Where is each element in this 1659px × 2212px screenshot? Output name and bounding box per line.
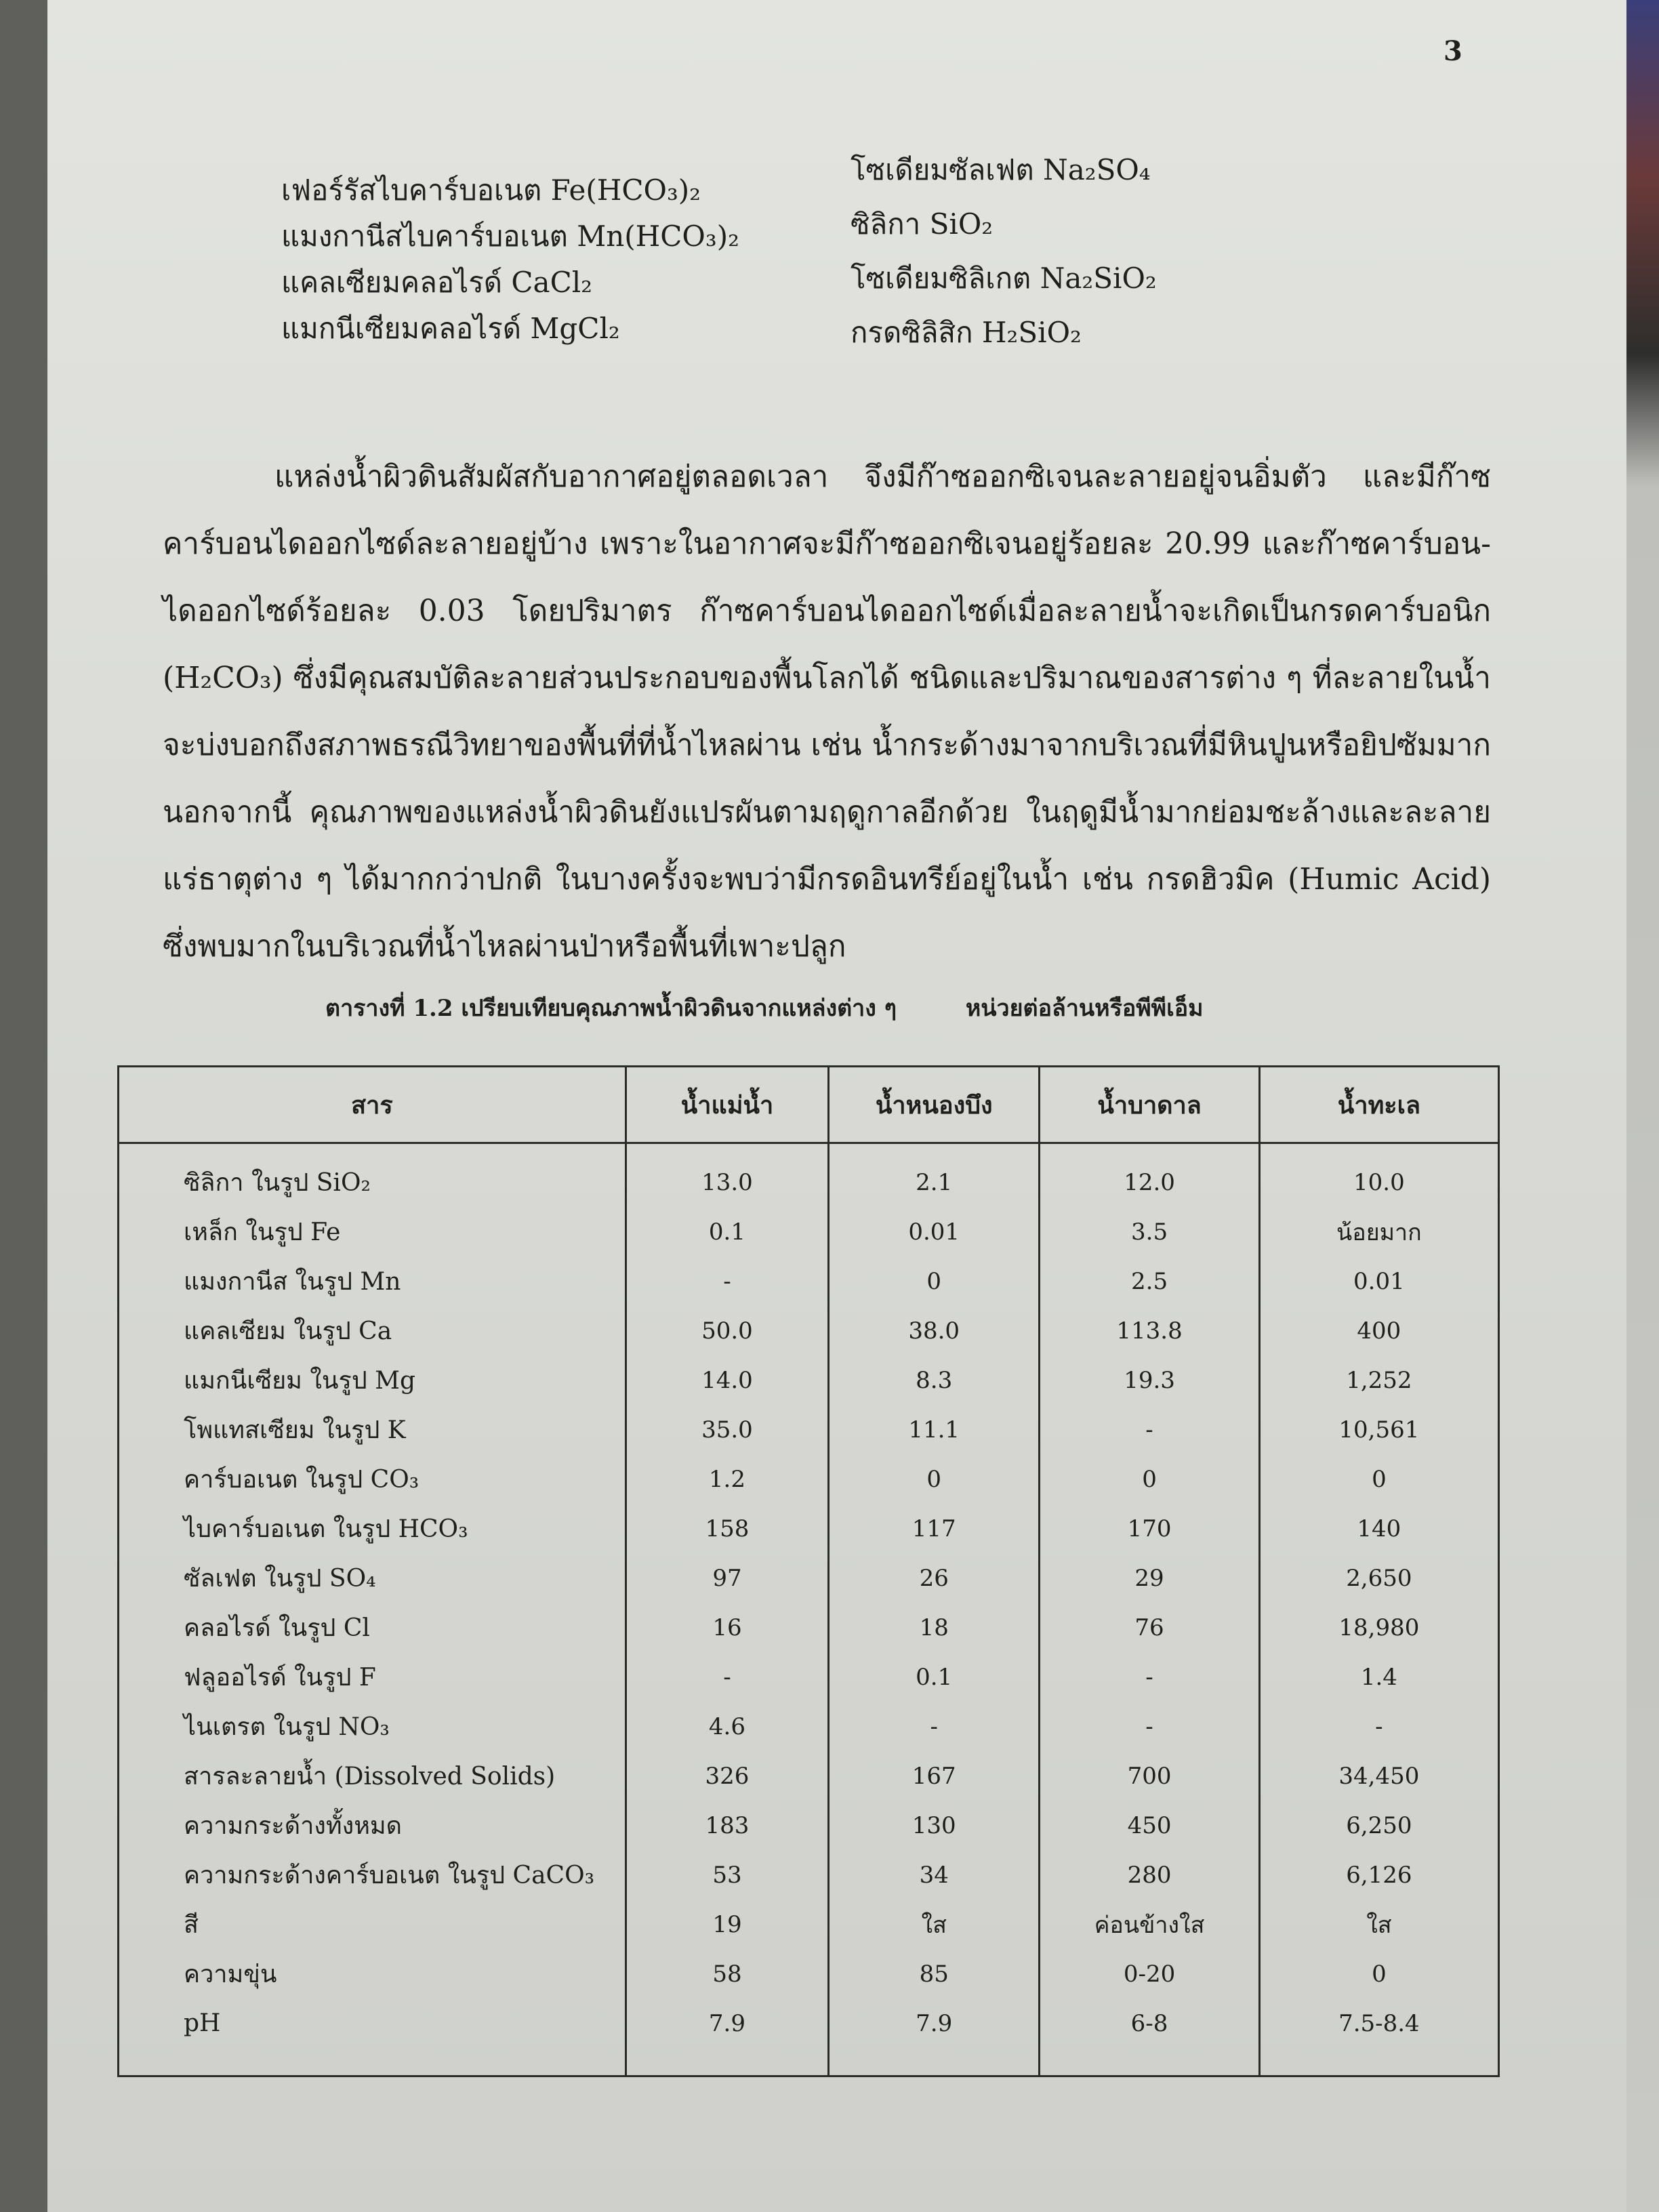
row-label: โพแทสเซียม ในรูป K [119,1405,626,1454]
table-row [119,1405,1499,1454]
river-value: 50.0 [626,1306,828,1355]
table-row [119,1999,1499,2076]
row-label: ความกระด้างทั้งหมด [119,1801,626,1850]
table-row [119,1256,1499,1306]
groundwater-value: - [1040,1702,1259,1751]
formula-item: กรดซิลิสิก H₂SiO₂ [851,316,1082,349]
table-row [119,1603,1499,1652]
river-value: 58 [626,1949,828,1999]
river-value: 326 [626,1751,828,1801]
river-value: 53 [626,1850,828,1900]
formula-item: เฟอร์รัสไบคาร์บอเนต Fe(HCO₃)₂ [281,173,701,207]
pond-value: 0.1 [829,1652,1040,1702]
pond-value: 38.0 [829,1306,1040,1355]
groundwater-value: 76 [1040,1603,1259,1652]
table-row [119,1751,1499,1801]
groundwater-value: 450 [1040,1801,1259,1850]
pond-value: 167 [829,1751,1040,1801]
pond-value: 117 [829,1504,1040,1553]
row-label: ฟลูออไรด์ ในรูป F [119,1652,626,1702]
groundwater-value: 113.8 [1040,1306,1259,1355]
pond-value: 8.3 [829,1355,1040,1405]
formula-item: โซเดียมซิลิเกต Na₂SiO₂ [851,262,1157,295]
seawater-value: 18,980 [1259,1603,1498,1652]
groundwater-value: 280 [1040,1850,1259,1900]
pond-value: ใส [829,1900,1040,1949]
row-label: คลอไรด์ ในรูป Cl [119,1603,626,1652]
row-label: pH [119,1999,626,2076]
row-label: เหล็ก ในรูป Fe [119,1207,626,1256]
row-label: สี [119,1900,626,1949]
row-label: แมงกานีส ในรูป Mn [119,1256,626,1306]
row-label: แคลเซียม ในรูป Ca [119,1306,626,1355]
row-label: สารละลายน้ำ (Dissolved Solids) [119,1751,626,1801]
table-row [119,1652,1499,1702]
river-value: 1.2 [626,1454,828,1504]
river-value: - [626,1256,828,1306]
river-value: - [626,1652,828,1702]
seawater-value: 400 [1259,1306,1498,1355]
groundwater-value: 19.3 [1040,1355,1259,1405]
groundwater-value: ค่อนข้างใส [1040,1900,1259,1949]
header-groundwater: น้ำบาดาล [1040,1067,1259,1143]
formula-item: แมงกานีสไบคาร์บอเนต Mn(HCO₃)₂ [281,220,739,253]
groundwater-value: 12.0 [1040,1143,1259,1208]
groundwater-value: - [1040,1405,1259,1454]
pond-value: - [829,1702,1040,1751]
river-value: 19 [626,1900,828,1949]
table-row [119,1504,1499,1553]
river-value: 4.6 [626,1702,828,1751]
table-row [119,1900,1499,1949]
river-value: 14.0 [626,1355,828,1405]
table-row [119,1207,1499,1256]
table-row [119,1143,1499,1208]
seawater-value: 10,561 [1259,1405,1498,1454]
page-number: 3 [1443,35,1462,67]
river-value: 7.9 [626,1999,828,2076]
pond-value: 18 [829,1603,1040,1652]
header-river: น้ำแม่น้ำ [626,1067,828,1143]
background-edge [1626,0,1659,2212]
groundwater-value: 29 [1040,1553,1259,1603]
seawater-value: น้อยมาก [1259,1207,1498,1256]
seawater-value: 0 [1259,1454,1498,1504]
river-value: 97 [626,1553,828,1603]
seawater-value: 1,252 [1259,1355,1498,1405]
row-label: ซิลิกา ในรูป SiO₂ [119,1143,626,1208]
seawater-value: 140 [1259,1504,1498,1553]
river-value: 183 [626,1801,828,1850]
row-label: ไนเตรต ในรูป NO₃ [119,1702,626,1751]
table-row [119,1702,1499,1751]
seawater-value: ใส [1259,1900,1498,1949]
groundwater-value: 3.5 [1040,1207,1259,1256]
table-row [119,1306,1499,1355]
row-label: ความขุ่น [119,1949,626,1999]
pond-value: 0 [829,1454,1040,1504]
pond-value: 2.1 [829,1143,1040,1208]
seawater-value: 34,450 [1259,1751,1498,1801]
pond-value: 0 [829,1256,1040,1306]
table-caption [325,989,1204,1026]
groundwater-value: - [1040,1652,1259,1702]
table-body [119,1143,1499,2076]
pond-value: 130 [829,1801,1040,1850]
table-row [119,1553,1499,1603]
seawater-value: 6,250 [1259,1801,1498,1850]
pond-value: 34 [829,1850,1040,1900]
header-pond: น้ำหนองบึง [829,1067,1040,1143]
river-value: 158 [626,1504,828,1553]
row-label: ความกระด้างคาร์บอเนต ในรูป CaCO₃ [119,1850,626,1900]
table-row [119,1850,1499,1900]
formula-item: แคลเซียมคลอไรด์ CaCl₂ [281,266,593,299]
pond-value: 0.01 [829,1207,1040,1256]
seawater-value: 10.0 [1259,1143,1498,1208]
caption-unit: หน่วยต่อล้านหรือพีพีเอ็ม [965,995,1204,1022]
table-header-row [119,1067,1499,1143]
seawater-value: 7.5-8.4 [1259,1999,1498,2076]
table-row [119,1454,1499,1504]
pond-value: 26 [829,1553,1040,1603]
formula-item: ซิลิกา SiO₂ [851,207,994,241]
seawater-value: - [1259,1702,1498,1751]
row-label: ซัลเฟต ในรูป SO₄ [119,1553,626,1603]
groundwater-value: 170 [1040,1504,1259,1553]
groundwater-value: 0-20 [1040,1949,1259,1999]
river-value: 13.0 [626,1143,828,1208]
table-row [119,1801,1499,1850]
seawater-value: 6,126 [1259,1850,1498,1900]
groundwater-value: 2.5 [1040,1256,1259,1306]
seawater-value: 2,650 [1259,1553,1498,1603]
groundwater-value: 0 [1040,1454,1259,1504]
header-substance: สาร [119,1067,626,1143]
groundwater-value: 6-8 [1040,1999,1259,2076]
formula-item: โซเดียมซัลเฟต Na₂SO₄ [851,153,1151,186]
row-label: ไบคาร์บอเนต ในรูป HCO₃ [119,1504,626,1553]
row-label: แมกนีเซียม ในรูป Mg [119,1355,626,1405]
river-value: 35.0 [626,1405,828,1454]
body-paragraph: แหล่งน้ำผิวดินสัมผัสกับอากาศอยู่ตลอดเวลา จึงมีก๊าซออกซิเจนละลายอยู่จนอิ่มตัว และมีก๊าซคาร์บอนไดออกไซด์ละลายอยู่บ้าง เพราะในอากาศจะมีก๊าซออกซิเจนอยู่ร้อยละ 20.99 และก๊าซคาร์บอน-ไดออกไซด์ร้อยละ 0.03 โดยปริมาตร ก๊าซคาร์บอนไดออกไซด์เมื่อละลายน้ำจะเกิดเป็นกรดคาร์บอนิก (H₂CO₃) ซึ่งมีคุณสมบัติละลายส่วนประกอบของพื้นโลกได้ ชนิดและปริมาณของสารต่าง ๆ ที่ละลายในน้ำจะบ่งบอกถึงสภาพธรณีวิทยาของพื้นที่ที่น้ำไหลผ่าน เช่น น้ำกระด้างมาจากบริเวณที่มีหินปูนหรือยิปซัมมาก นอกจากนี้ คุณภาพของแหล่งน้ำผิวดินยังแปรผันตามฤดูกาลอีกด้วย ในฤดูมีน้ำมากย่อมชะล้างและละลายแร่ธาตุต่าง ๆ ได้มากกว่าปกติ ในบางครั้งจะพบว่ามีกรดอินทรีย์อยู่ในน้ำ เช่น กรดฮิวมิค (Humic Acid) ซึ่งพบมากในบริเวณที่น้ำไหลผ่านป่าหรือพื้นที่เพาะปลูก [163,459,1491,964]
pond-value: 7.9 [829,1999,1040,2076]
table-row [119,1949,1499,1999]
seawater-value: 0 [1259,1949,1498,1999]
table-row [119,1355,1499,1405]
caption-title: ตารางที่ 1.2 เปรียบเทียบคุณภาพน้ำผิวดินจากแหล่งต่าง ๆ [325,995,897,1022]
formula-item: แมกนีเซียมคลอไรด์ MgCl₂ [281,312,620,345]
seawater-value: 0.01 [1259,1256,1498,1306]
river-value: 0.1 [626,1207,828,1256]
pond-value: 85 [829,1949,1040,1999]
river-value: 16 [626,1603,828,1652]
row-label: คาร์บอเนต ในรูป CO₃ [119,1454,626,1504]
seawater-value: 1.4 [1259,1652,1498,1702]
water-quality-table [117,1065,1500,2077]
pond-value: 11.1 [829,1405,1040,1454]
groundwater-value: 700 [1040,1751,1259,1801]
header-seawater: น้ำทะเล [1259,1067,1498,1143]
